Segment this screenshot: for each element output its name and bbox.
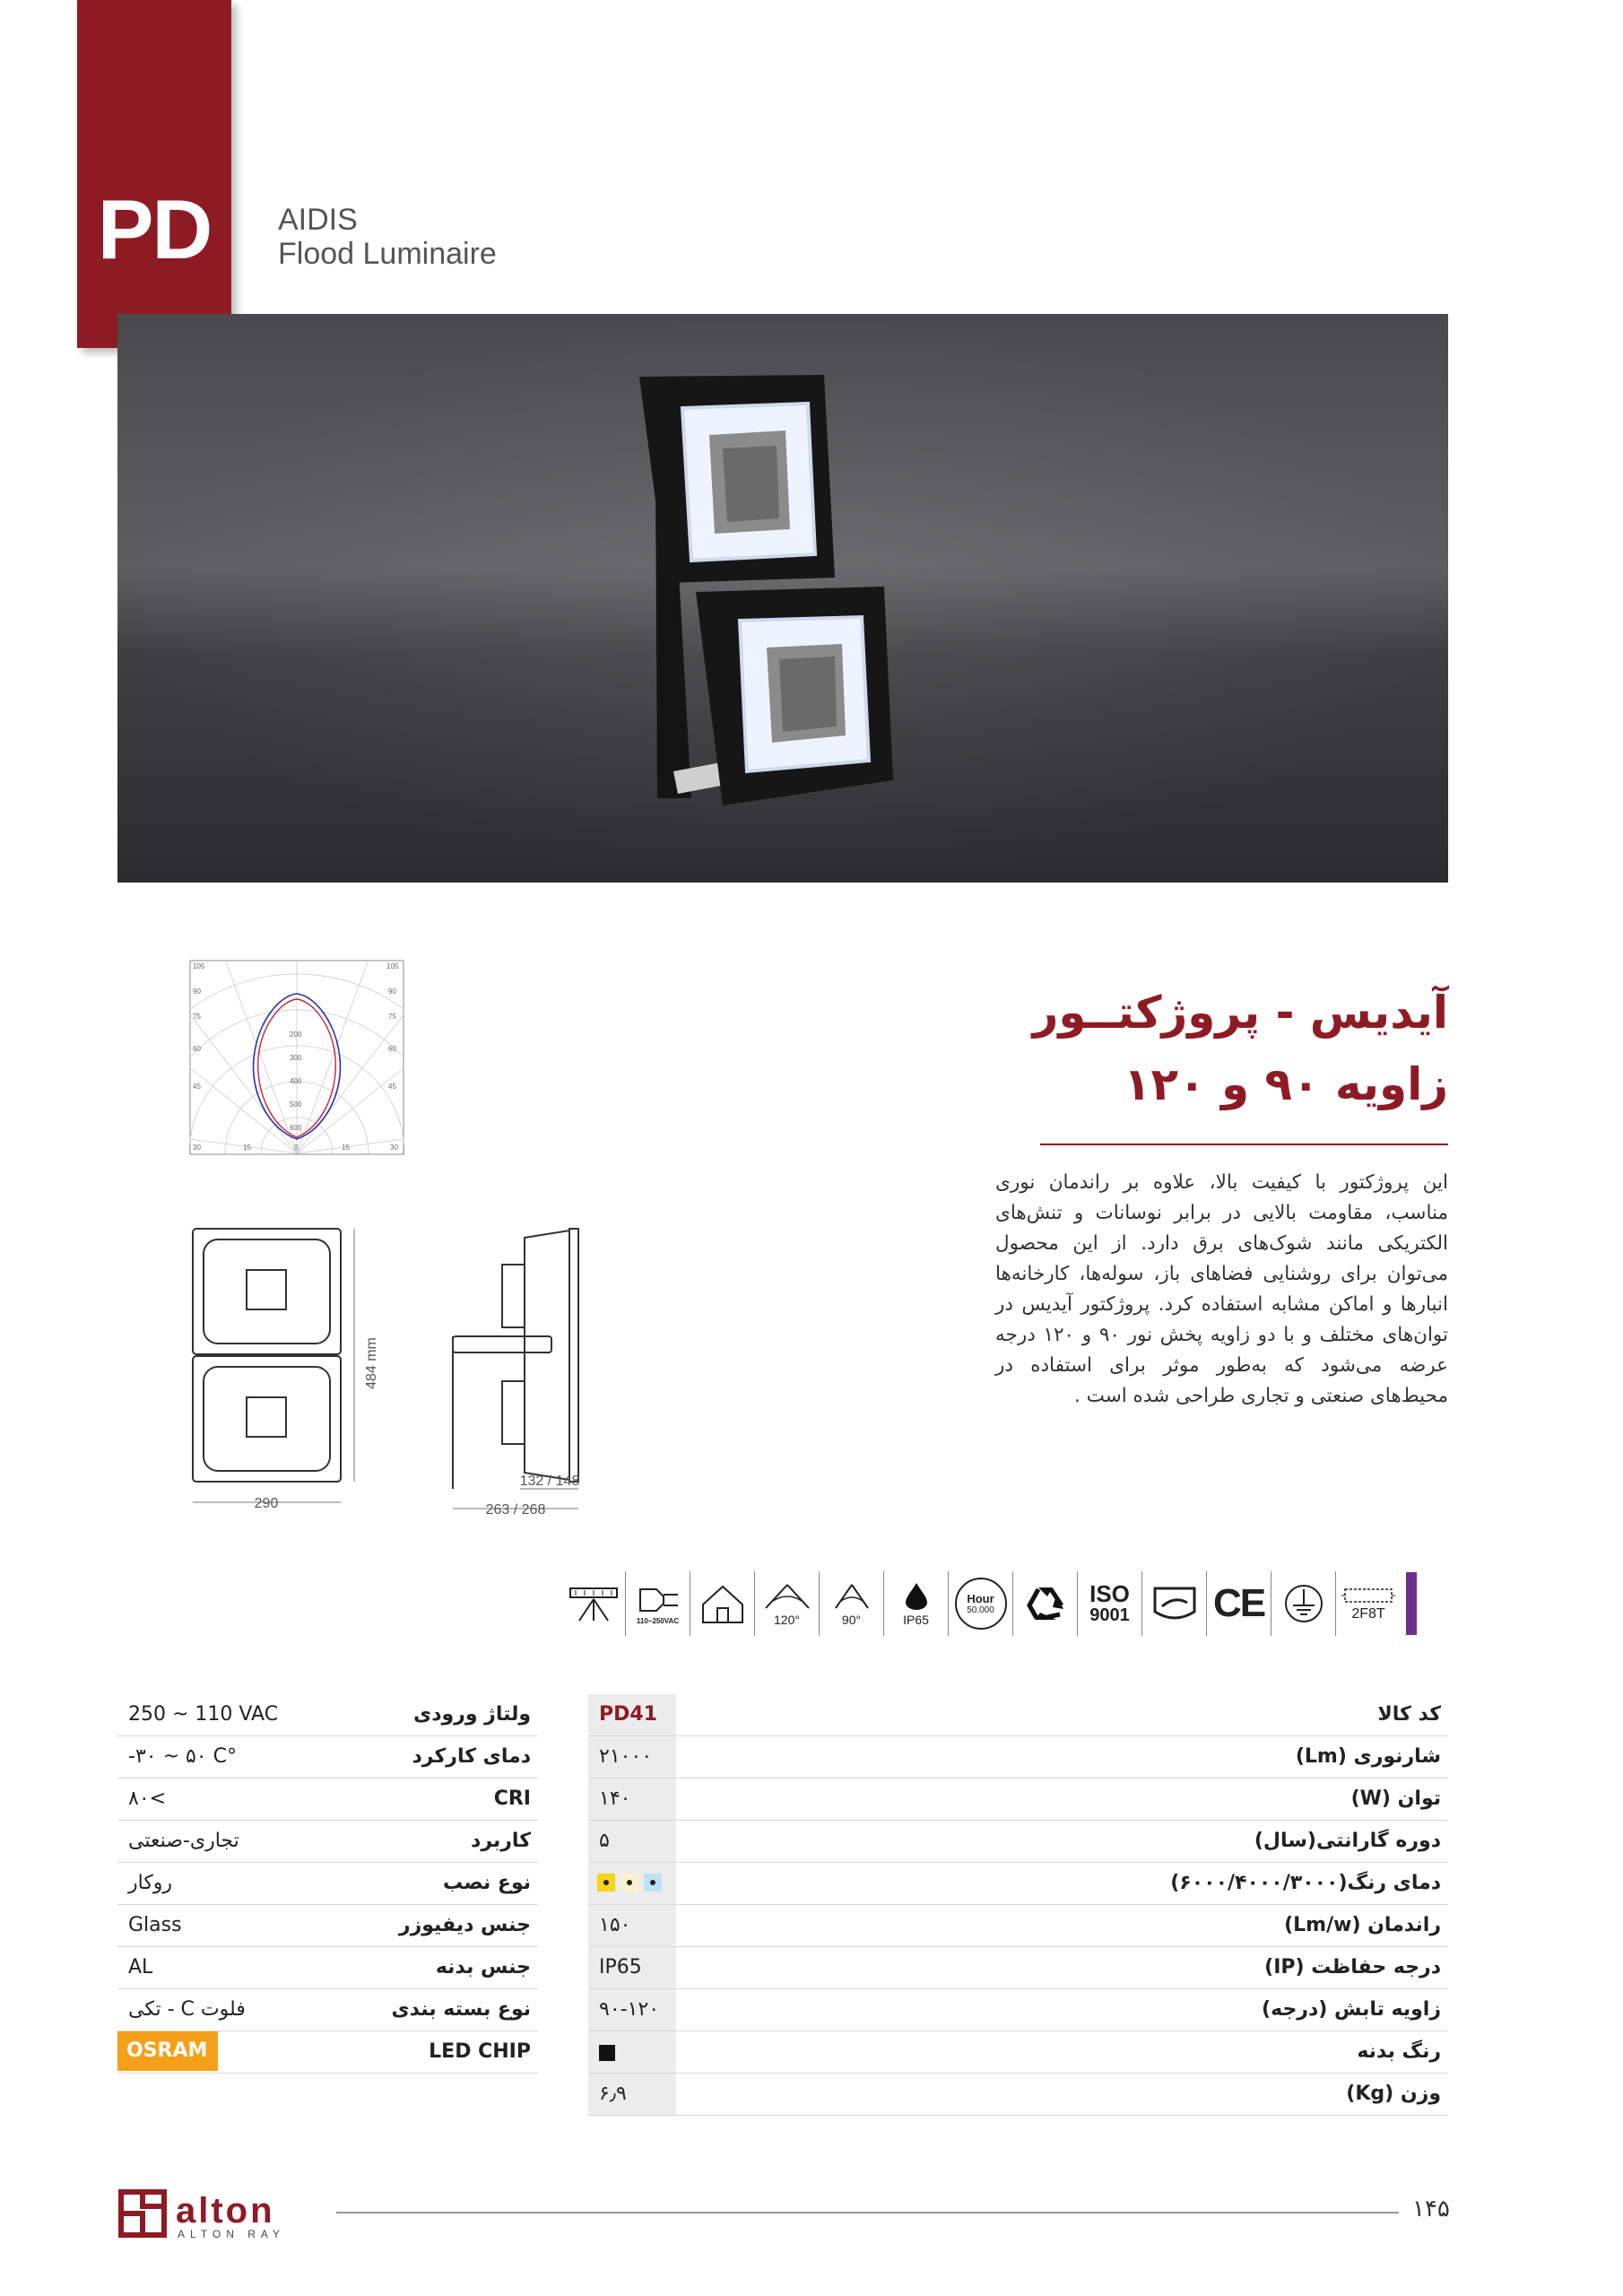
polar-label: 75	[193, 1013, 201, 1021]
lamp-type-label: 2F8T	[1351, 1605, 1385, 1622]
beam-angle-120-icon	[755, 1571, 820, 1636]
spec-value: AL	[128, 1956, 153, 1979]
spec-value: تجاری-صنعتی	[128, 1830, 239, 1852]
body-color-swatch	[599, 2045, 615, 2061]
table-row	[117, 1694, 538, 1736]
iso-9001-icon	[1078, 1571, 1142, 1636]
spec-value: -۳۰ ~ ۵۰ C°	[128, 1745, 237, 1768]
color-temp-swatch	[597, 1874, 615, 1892]
earth-ground-icon	[1271, 1571, 1336, 1636]
polar-distribution-chart	[189, 960, 404, 1155]
dimension-width: 290	[254, 1496, 279, 1511]
spec-key: جنس بدنه	[435, 1956, 531, 1979]
spec-key: درجه حفاظت (IP)	[1264, 1956, 1441, 1979]
spec-key: راندمان (Lm/w)	[1284, 1914, 1441, 1936]
dimension-bracket: 132 / 148	[519, 1474, 580, 1489]
color-temp-swatch	[644, 1874, 662, 1892]
spec-value: ۹۰-۱۲۰	[599, 1998, 660, 2021]
dimension-depth: 263 / 268	[485, 1502, 546, 1518]
spec-value: روکار	[128, 1872, 173, 1894]
table-row	[588, 1821, 1448, 1863]
polar-label: 75	[388, 1013, 396, 1021]
color-temp-swatches	[597, 1874, 662, 1892]
product-title-line-1: آیدیس - پروژکتــور	[1032, 987, 1448, 1039]
dimension-height: 484 mm	[364, 1337, 379, 1389]
polar-label: 30	[193, 1144, 201, 1152]
spec-value: PD41	[599, 1703, 658, 1726]
voltage-plug-icon	[626, 1571, 690, 1636]
polar-radial-label: 300	[290, 1054, 302, 1062]
beam-angle-90-icon	[820, 1571, 884, 1636]
brand-line-2: Flood Luminaire	[278, 237, 497, 271]
voltage-label: 110~250VAC	[636, 1617, 680, 1625]
brand-line-1: AIDIS	[278, 203, 358, 237]
ceiling-mount-icon	[561, 1571, 626, 1636]
spec-value: Glass	[128, 1914, 182, 1936]
table-row	[588, 1736, 1448, 1779]
polar-radial-label: 400	[290, 1077, 302, 1085]
ip65-icon	[884, 1571, 949, 1636]
table-row	[117, 2031, 538, 2074]
polar-label: 60	[193, 1045, 201, 1053]
table-row	[117, 1947, 538, 1989]
page-number: ۱۴۵	[1412, 2196, 1450, 2222]
hours-value: 50.000	[967, 1605, 994, 1615]
table-row	[588, 1947, 1448, 1989]
section-tag-label: PD	[97, 182, 212, 276]
polar-radial-label: 600	[290, 1124, 302, 1132]
table-row	[588, 1863, 1448, 1905]
spec-key: وزن (Kg)	[1346, 2083, 1441, 2105]
floodlight-image	[117, 314, 1448, 883]
spec-value: ۶٫۹	[599, 2083, 627, 2105]
table-row	[588, 1905, 1448, 1947]
polar-label: 45	[193, 1083, 201, 1091]
ip65-label: IP65	[903, 1612, 929, 1627]
hours-label: Hour	[967, 1592, 994, 1605]
table-row	[588, 2031, 1448, 2074]
table-row	[588, 1989, 1448, 2031]
table-row	[117, 1989, 538, 2031]
polar-radial-label: 200	[290, 1031, 302, 1039]
spec-key: نوع بسته بندی	[391, 1998, 531, 2021]
spec-key: توان (W)	[1350, 1787, 1441, 1810]
spec-value: IP65	[599, 1956, 642, 1979]
beam-90-label: 90°	[841, 1612, 862, 1627]
polar-label: 15	[342, 1144, 350, 1152]
polar-label: 30	[390, 1144, 398, 1152]
ce-label: CE	[1212, 1581, 1265, 1625]
table-row	[117, 1905, 538, 1947]
polar-radial-label: 500	[290, 1100, 302, 1109]
indoor-outdoor-icon	[690, 1571, 755, 1636]
polar-label: 90	[193, 987, 201, 996]
polar-label: 60	[388, 1045, 396, 1053]
lifetime-hours-icon	[949, 1571, 1013, 1636]
technical-drawing	[184, 1220, 605, 1525]
spec-key: رنگ بدنه	[1357, 2040, 1441, 2063]
feature-icons-row	[561, 1571, 1417, 1636]
iso-label: ISO	[1089, 1580, 1130, 1607]
spec-value: ۵	[599, 1830, 610, 1852]
section-tag	[77, 0, 231, 348]
spec-key: ولتاژ ورودی	[413, 1703, 531, 1726]
spec-value: ۸۰<	[128, 1787, 167, 1810]
national-standard-icon	[1142, 1571, 1207, 1636]
polar-label: 105	[193, 962, 205, 970]
color-temp-swatch	[621, 1874, 638, 1892]
accent-bar	[1406, 1572, 1417, 1635]
osram-badge: OSRAM	[117, 2031, 218, 2071]
product-title-line-2: زاویه ۹۰ و ۱۲۰	[1123, 1058, 1448, 1110]
product-photo	[117, 314, 1448, 883]
spec-value: ۱۴۰	[599, 1787, 631, 1810]
beam-120-label: 120°	[774, 1612, 800, 1627]
polar-label: 90	[388, 987, 396, 996]
spec-key: CRI	[493, 1787, 531, 1810]
spec-key: LED CHIP	[429, 2040, 531, 2063]
polar-label: 15	[243, 1144, 251, 1152]
alton-logo-subtitle: ALTON RAY	[178, 2228, 286, 2240]
spec-key: زاویه تابش (درجه)	[1262, 1998, 1441, 2021]
table-row	[588, 2074, 1448, 2116]
spec-value: 250 ~ 110 VAC	[128, 1703, 279, 1726]
spec-key: دوره گارانتی(سال)	[1254, 1830, 1441, 1852]
spec-key: شارنوری (Lm)	[1295, 1745, 1441, 1768]
polar-label: 0	[294, 1144, 299, 1152]
spec-key: دمای کارکرد	[412, 1745, 531, 1768]
polar-label: 105	[386, 962, 399, 970]
spec-key: جنس دیفیوزر	[398, 1914, 531, 1936]
spec-value: ۲۱۰۰۰	[599, 1745, 653, 1768]
title-divider	[1040, 1144, 1448, 1145]
recycle-icon	[1013, 1571, 1078, 1636]
table-row	[117, 1779, 538, 1821]
footer-divider	[336, 2212, 1399, 2213]
alton-logo-icon	[117, 2188, 168, 2239]
spec-key: نوع نصب	[443, 1872, 531, 1894]
table-row	[117, 1863, 538, 1905]
spec-value: ۱۵۰	[599, 1914, 631, 1936]
spec-key: کاربرد	[471, 1830, 531, 1852]
table-row	[117, 1821, 538, 1863]
alton-logo-text: alton	[176, 2191, 275, 2231]
table-row	[588, 1694, 1448, 1736]
spec-key: کد کالا	[1377, 1703, 1441, 1726]
product-description: این پروژکتور با کیفیت بالا، علاوه بر راندمان نوری مناسب، مقاومت بالایی در برابر نوسانات و تنش‌های الکتریکی مانند شوک‌های برق دارد. از این محصول می‌توان برای روشنایی فضاهای باز، سوله‌ها، کارخانه‌ها انبارها و اماکن مشابه استفاده کرد. پروژکتور آیدیس در توان‌های مختلف و با دو زاویه پخش نور ۹۰ و ۱۲۰ درجه عرضه می‌شود که به‌طور موثر برای استفاده در محیط‌های صنعتی و تجاری طراحی شده است .	[995, 1171, 1449, 1407]
spec-key: دمای رنگ(۶۰۰۰/۴۰۰۰/۳۰۰۰)	[1170, 1872, 1441, 1894]
spec-value: تکی - C فلوت	[128, 1998, 246, 2021]
table-row	[588, 1779, 1448, 1821]
lamp-type-icon	[1336, 1571, 1401, 1636]
table-row	[117, 1736, 538, 1779]
iso-number: 9001	[1089, 1605, 1130, 1625]
ce-mark-icon	[1207, 1571, 1271, 1636]
polar-label: 45	[388, 1083, 396, 1091]
